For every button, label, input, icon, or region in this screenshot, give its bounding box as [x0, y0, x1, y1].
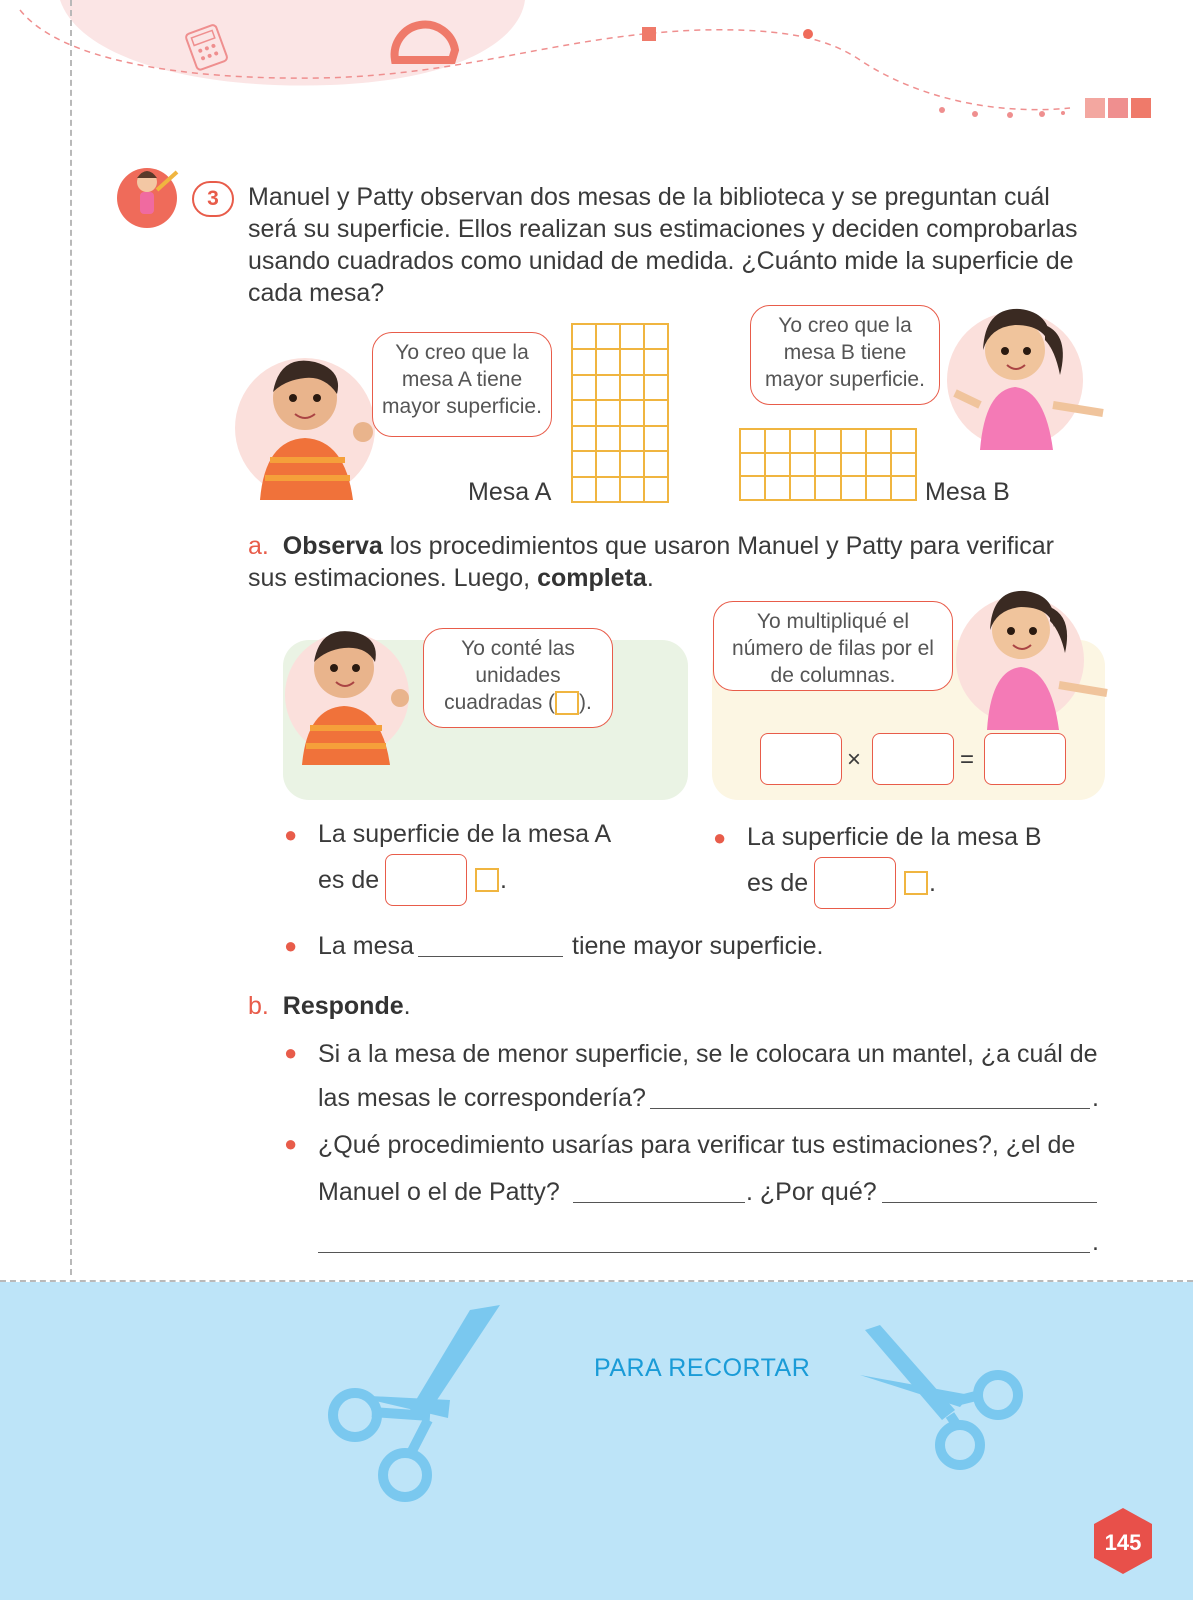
manuel-illustration-2 [282, 610, 412, 770]
header-decoration [0, 0, 1193, 140]
manuel-bubble-2 [423, 628, 613, 728]
part-a-verb-observa: Observa [282, 532, 383, 560]
unit-square-icon [904, 871, 928, 895]
q2-line1: ¿Qué procedimiento usarías para verificar tus estimaciones?, ¿el de [318, 1131, 1076, 1159]
exercise-number-badge: 3 [192, 181, 234, 217]
cube-icon [642, 27, 656, 41]
q2-period: . [1092, 1228, 1099, 1256]
table-a-label: Mesa A [468, 478, 552, 506]
patty-illustration-2 [955, 575, 1115, 735]
pin-icon [803, 29, 813, 39]
part-b-letter: b. [248, 992, 269, 1020]
period-b: . [929, 869, 936, 897]
table-b-grid [739, 428, 917, 501]
bullet-b-line1: La superficie de la mesa B [747, 823, 1042, 851]
area-b-input-box[interactable] [814, 857, 896, 909]
q2-procedure-answer-line[interactable] [573, 1202, 745, 1203]
table-b-label: Mesa B [925, 478, 1010, 506]
part-a-verb-completa: completa [537, 564, 647, 592]
part-a-text-2: . [646, 564, 654, 592]
part-b-instruction [248, 990, 411, 1022]
patty-bubble-2: Yo multipliqué el número de filas por el de columnas. [713, 601, 953, 691]
bullet-c-pre: La mesa [318, 932, 414, 960]
product-input-box[interactable] [984, 733, 1066, 785]
bullet-dot: ● [284, 822, 298, 847]
manuel-bubble-2-text: Yo conté las unidades cuadradas ( [444, 637, 575, 714]
girl-pencil-icon [117, 160, 183, 232]
manuel-bubble-2-close: ). [579, 691, 592, 714]
bullet-dot: ● [284, 1040, 298, 1065]
columns-input-box[interactable] [872, 733, 954, 785]
bullet-c-post: tiene mayor superficie. [572, 932, 824, 960]
rows-input-box[interactable] [760, 733, 842, 785]
page-number: 145 [1104, 1530, 1142, 1555]
unit-square-icon [475, 868, 499, 892]
margin-line [70, 0, 72, 1275]
cubes-row-icon [1085, 98, 1151, 118]
patty-illustration [945, 295, 1110, 455]
manuel-illustration [235, 340, 385, 505]
q2-why-answer-line-2[interactable] [318, 1252, 1090, 1253]
scissors-icon [860, 1325, 1030, 1475]
area-a-input-box[interactable] [385, 854, 467, 906]
unit-square-icon [555, 691, 579, 715]
q1-answer-line[interactable] [650, 1108, 1090, 1109]
bullet-a-line1: La superficie de la mesa A [318, 820, 612, 848]
part-b-verb: Responde [282, 992, 404, 1020]
q1-line2: las mesas le correspondería? [318, 1084, 646, 1112]
q1-line1: Si a la mesa de menor superficie, se le colocara un mantel, ¿a cuál de [318, 1040, 1098, 1068]
cut-out-label: PARA RECORTAR [594, 1354, 811, 1382]
bullet-b-line2: es de [747, 869, 809, 897]
bullet-dot: ● [284, 933, 298, 958]
manuel-bubble-1: Yo creo que la mesa A tiene mayor superficie. [372, 332, 552, 437]
part-a-letter: a. [248, 532, 269, 560]
q2-why-answer-line[interactable] [882, 1202, 1097, 1203]
page-number-badge [1088, 1506, 1158, 1576]
bullet-a-line2: es de [318, 866, 380, 894]
larger-table-answer-line[interactable] [418, 956, 563, 957]
period-a: . [500, 866, 507, 894]
scissors-icon [320, 1300, 520, 1510]
part-a-text-1: los procedimientos que usaron Manuel y Patty para verificar sus estimaciones. Luego, [248, 532, 1054, 592]
patty-bubble-1: Yo creo que la mesa B tiene mayor superficie. [750, 305, 940, 405]
q2-line2b: . ¿Por qué? [746, 1178, 877, 1206]
times-sign: × [847, 746, 862, 773]
q1-period: . [1092, 1084, 1099, 1112]
bullet-dot: ● [713, 825, 727, 850]
equals-sign: = [960, 746, 975, 773]
exercise-statement: Manuel y Patty observan dos mesas de la biblioteca y se preguntan cuál será su superficie. Ellos realizan sus estimaciones y deciden comprobarlas usando cuadrados como unidad de medida. ¿Cuánto mide la superficie de cada mesa? [248, 183, 1078, 307]
q2-line2a: Manuel o el de Patty? [318, 1178, 560, 1206]
bullet-dot: ● [284, 1131, 298, 1156]
table-a-grid [571, 323, 669, 503]
part-b-dot: . [403, 992, 411, 1020]
